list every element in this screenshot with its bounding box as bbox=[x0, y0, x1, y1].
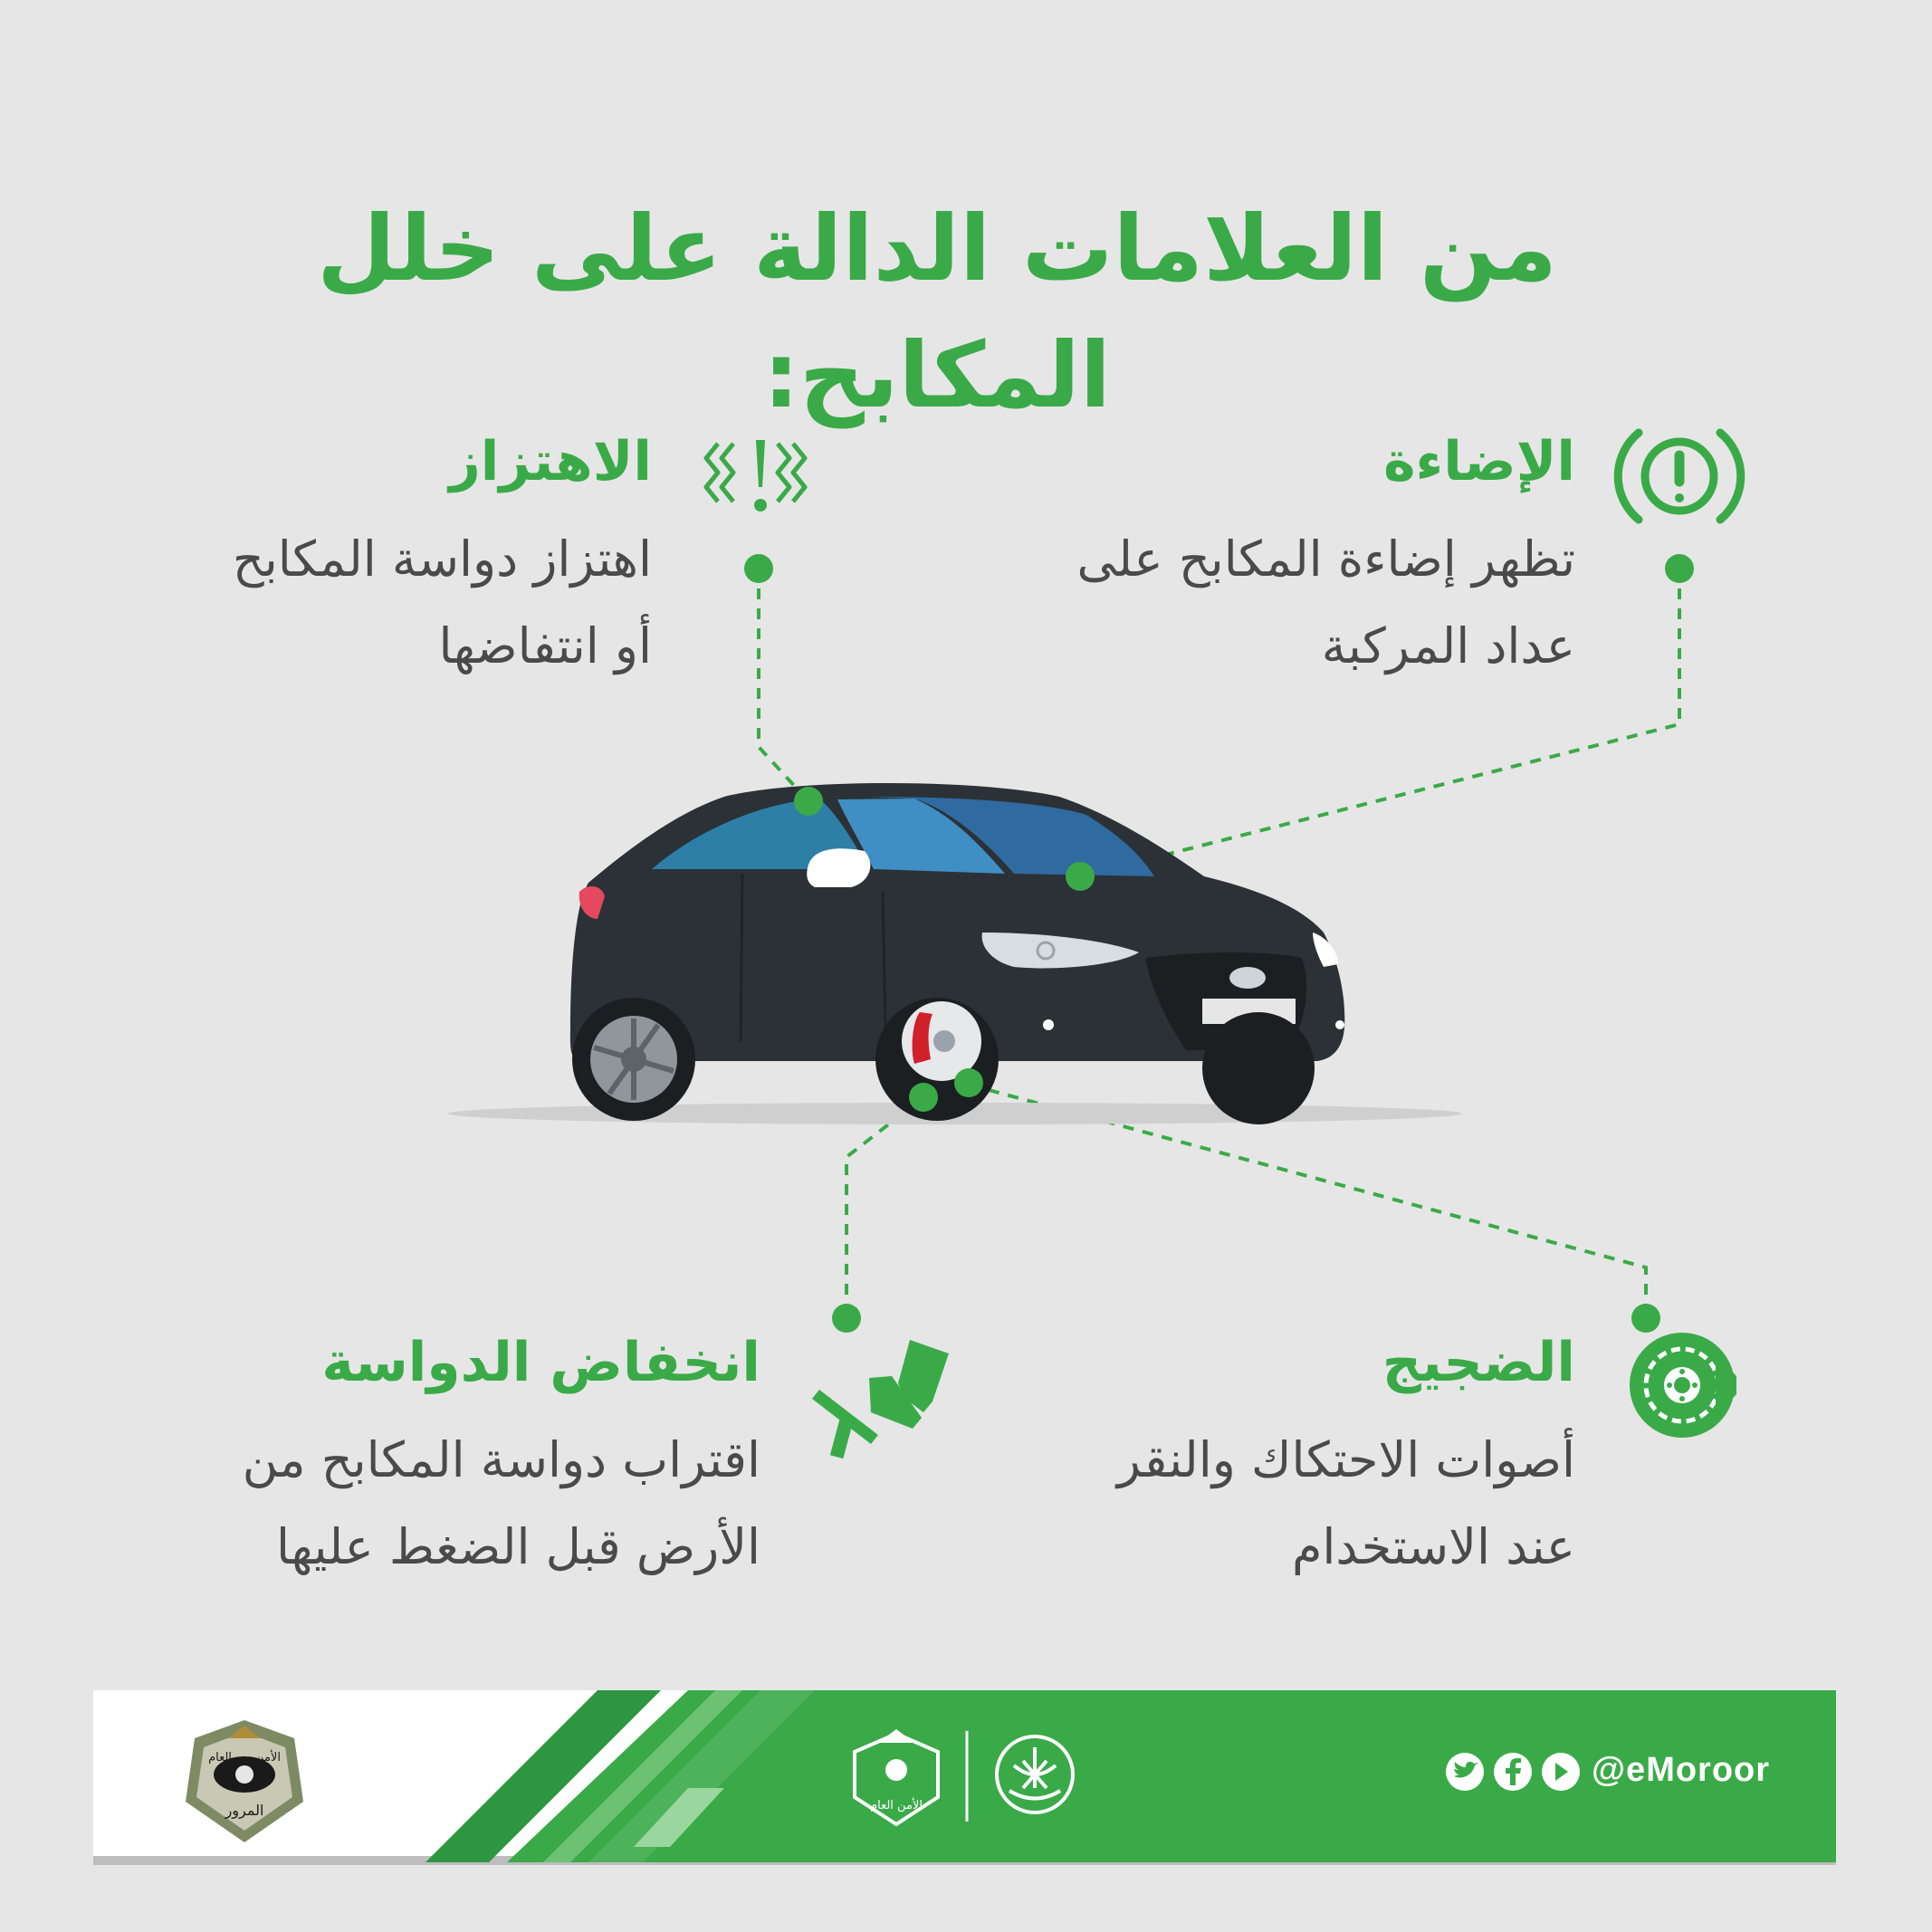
facebook-icon[interactable] bbox=[1494, 1753, 1532, 1791]
vibration-warning-icon bbox=[706, 440, 805, 512]
foot-pedal-icon bbox=[812, 1340, 949, 1459]
sign-pedal-line-1: اقتراب دواسة المكابح من bbox=[242, 1431, 760, 1488]
car-illustration bbox=[448, 783, 1462, 1124]
page-title: من العلامات الدالة على خلل المكابح: bbox=[317, 196, 1557, 428]
twitter-icon[interactable] bbox=[1446, 1753, 1484, 1791]
security-logo-text: الأمن العام bbox=[870, 1799, 923, 1812]
sign-pedal-title: انخفاض الدواسة bbox=[321, 1331, 760, 1394]
traffic-logo-text-bottom: المرور bbox=[225, 1802, 264, 1819]
sign-noise-title: الضجيج bbox=[1382, 1331, 1575, 1394]
sign-vibration-title: الاهتزاز bbox=[449, 430, 652, 493]
traffic-logo-text-left: العام bbox=[208, 1751, 232, 1765]
sign-pedal-line-2: الأرض قبل الضغط عليها bbox=[276, 1518, 760, 1575]
sign-lighting-line-1: تظهر إضاءة المكابح على bbox=[1076, 531, 1575, 588]
sign-vibration-line-2: أو انتفاضها bbox=[438, 617, 652, 674]
sign-lighting-line-2: عداد المركبة bbox=[1321, 617, 1575, 674]
brake-warning-light-icon bbox=[1618, 433, 1741, 520]
sign-lighting-title: الإضاءة bbox=[1383, 430, 1575, 493]
sign-noise-line-1: أصوات الاحتكاك والنقر bbox=[1116, 1431, 1575, 1488]
sign-noise-line-2: عند الاستخدام bbox=[1291, 1518, 1575, 1575]
sign-vibration-line-1: اهتزاز دواسة المكابح bbox=[232, 531, 652, 588]
traffic-logo-text-top: الأمن bbox=[255, 1751, 281, 1765]
social-handle[interactable]: @eMoroor bbox=[1592, 1751, 1771, 1789]
youtube-icon[interactable] bbox=[1542, 1753, 1580, 1791]
brake-disc-icon bbox=[1630, 1333, 1736, 1438]
